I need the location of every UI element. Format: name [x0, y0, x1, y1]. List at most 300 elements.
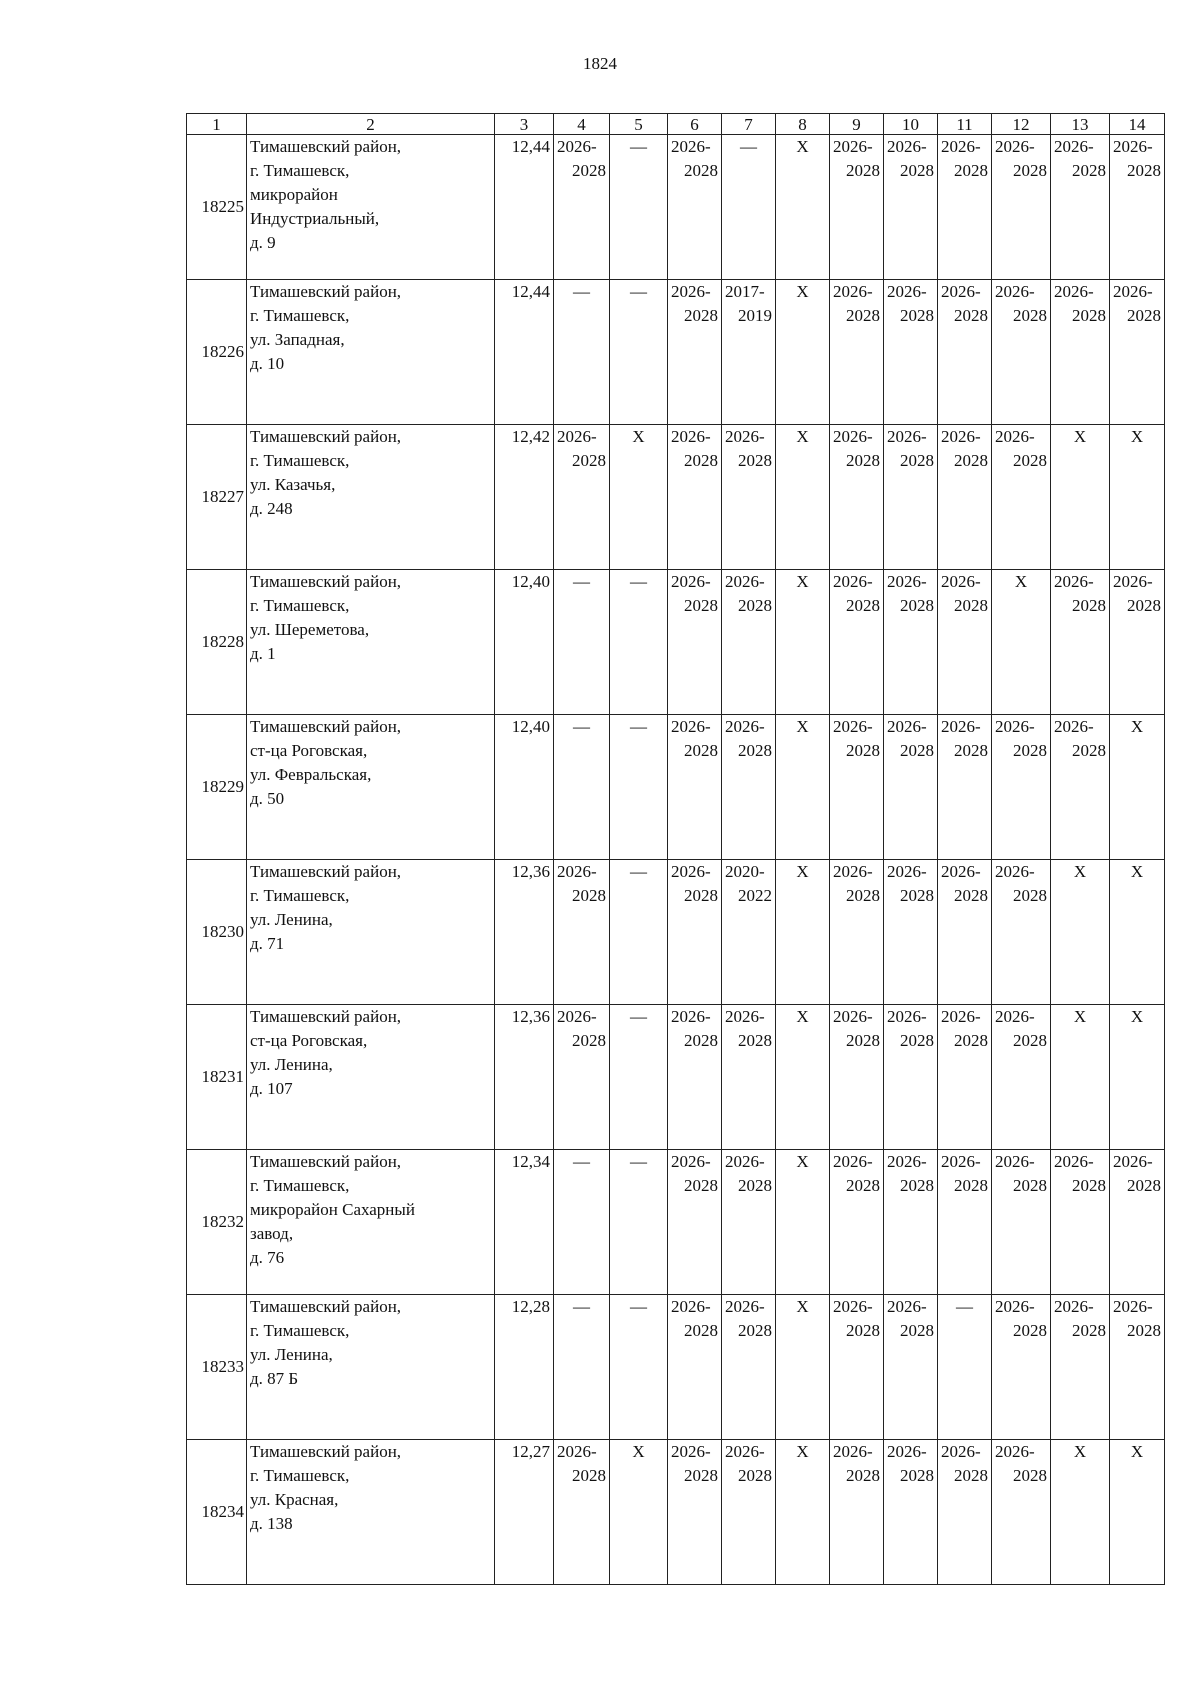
- table-row: [187, 715, 1165, 860]
- period-end: 2028: [684, 1176, 718, 1195]
- period-cell: [938, 280, 992, 425]
- x-mark: Х: [632, 1442, 645, 1461]
- x-mark: Х: [1130, 862, 1144, 881]
- dash-mark: —: [630, 717, 647, 736]
- period-start: 2026-: [671, 1297, 711, 1316]
- period-end: 2019: [738, 306, 772, 325]
- period-start: 2026-: [833, 862, 873, 881]
- address-line: ул. Шереметова,: [250, 620, 370, 639]
- period-value: [830, 1440, 883, 1488]
- period-start: 2026-: [725, 717, 765, 736]
- period-start: 2026-: [725, 1442, 765, 1461]
- period-cell: [884, 280, 938, 425]
- period-end: 2028: [954, 161, 988, 180]
- period-value: [1110, 280, 1164, 328]
- period-cell: [668, 425, 722, 570]
- period-cell: [776, 1150, 830, 1295]
- x-mark: Х: [1073, 1442, 1087, 1461]
- period-end: 2028: [846, 741, 880, 760]
- period-cell: [884, 1005, 938, 1150]
- column-header: 8: [776, 114, 830, 135]
- period-value: [884, 860, 937, 908]
- column-header: 13: [1051, 114, 1110, 135]
- address-line: Тимашевский район,: [250, 862, 402, 881]
- column-header: 10: [884, 114, 938, 135]
- dash-mark: —: [573, 1152, 590, 1171]
- table-row: [187, 860, 1165, 1005]
- x-mark: Х: [796, 427, 809, 446]
- period-end: 2028: [900, 596, 934, 615]
- period-end: 2028: [738, 741, 772, 760]
- period-value: [992, 135, 1050, 183]
- period-value: [668, 425, 721, 473]
- period-start: 2017-: [725, 282, 765, 301]
- period-cell: [610, 570, 668, 715]
- period-end: 2028: [684, 886, 718, 905]
- period-cell: [610, 425, 668, 570]
- period-value: [722, 715, 775, 763]
- period-value: [992, 860, 1050, 908]
- dash-mark: —: [573, 282, 590, 301]
- period-end: 2028: [738, 1176, 772, 1195]
- indicator-value: 12,36: [495, 860, 554, 1005]
- address-line: ст-ца Роговская,: [250, 741, 368, 760]
- period-cell: [610, 1150, 668, 1295]
- period-cell: [668, 1440, 722, 1585]
- address-cell: [247, 715, 495, 860]
- period-value: [722, 1440, 775, 1488]
- period-cell: [722, 1295, 776, 1440]
- column-header: 7: [722, 114, 776, 135]
- dash-mark: —: [630, 1007, 647, 1026]
- x-mark: Х: [796, 717, 809, 736]
- period-cell: [776, 570, 830, 715]
- period-value: [884, 1295, 937, 1343]
- period-start: 2026-: [671, 427, 711, 446]
- indicator-value: 12,28: [495, 1295, 554, 1440]
- address-line: д. 71: [250, 934, 285, 953]
- period-cell: [554, 1005, 610, 1150]
- period-start: 2026-: [995, 717, 1035, 736]
- period-start: 2026-: [941, 862, 981, 881]
- period-start: 2026-: [671, 862, 711, 881]
- period-start: 2026-: [725, 427, 765, 446]
- period-end: 2028: [684, 306, 718, 325]
- period-cell: [722, 570, 776, 715]
- period-start: 2026-: [995, 862, 1035, 881]
- row-id: 18226: [187, 280, 247, 425]
- period-cell: [1051, 860, 1110, 1005]
- period-cell: [992, 1295, 1051, 1440]
- address-line: д. 248: [250, 499, 293, 518]
- period-start: 2026-: [833, 1152, 873, 1171]
- period-start: 2026-: [995, 1297, 1035, 1316]
- address-line: Тимашевский район,: [250, 1152, 402, 1171]
- period-cell: [554, 1295, 610, 1440]
- address-line: микрорайон: [250, 185, 338, 204]
- period-cell: [776, 715, 830, 860]
- period-cell: [668, 280, 722, 425]
- table-row: [187, 1295, 1165, 1440]
- period-cell: [1051, 1150, 1110, 1295]
- column-header: 11: [938, 114, 992, 135]
- period-end: 2028: [1072, 1176, 1106, 1195]
- period-end: 2028: [1127, 306, 1161, 325]
- dash-mark: —: [573, 717, 590, 736]
- period-start: 2026-: [671, 282, 711, 301]
- address-cell: [247, 280, 495, 425]
- period-value: [722, 280, 775, 328]
- period-cell: [938, 570, 992, 715]
- address-line: Индустриальный,: [250, 209, 380, 228]
- period-cell: [668, 1150, 722, 1295]
- period-end: 2028: [1127, 1321, 1161, 1340]
- x-mark: Х: [1073, 1007, 1087, 1026]
- address-line: Тимашевский район,: [250, 1442, 402, 1461]
- period-start: 2026-: [671, 137, 711, 156]
- dash-mark: —: [630, 1152, 647, 1171]
- period-cell: [722, 715, 776, 860]
- period-value: [1051, 570, 1109, 618]
- period-start: 2026-: [887, 137, 927, 156]
- address-line: Тимашевский район,: [250, 1007, 402, 1026]
- period-cell: [776, 1005, 830, 1150]
- row-id: 18234: [187, 1440, 247, 1585]
- period-end: 2028: [684, 161, 718, 180]
- period-start: 2026-: [557, 862, 597, 881]
- period-value: [938, 1150, 991, 1198]
- x-mark: Х: [1073, 862, 1087, 881]
- x-mark: Х: [796, 1297, 809, 1316]
- address-line: Тимашевский район,: [250, 1297, 402, 1316]
- period-cell: [938, 135, 992, 280]
- table-row: [187, 425, 1165, 570]
- period-cell: [610, 715, 668, 860]
- period-value: [884, 570, 937, 618]
- address-line: г. Тимашевск,: [250, 1176, 350, 1195]
- period-end: 2028: [846, 451, 880, 470]
- period-value: [992, 1295, 1050, 1343]
- period-cell: [938, 860, 992, 1005]
- address-line: Тимашевский район,: [250, 427, 402, 446]
- address-line: д. 107: [250, 1079, 293, 1098]
- period-value: [830, 1150, 883, 1198]
- dash-mark: —: [573, 572, 590, 591]
- address-line: Тимашевский район,: [250, 572, 402, 591]
- period-start: 2026-: [833, 1297, 873, 1316]
- period-start: 2026-: [995, 282, 1035, 301]
- address-cell: [247, 1150, 495, 1295]
- period-start: 2026-: [833, 282, 873, 301]
- address-line: г. Тимашевск,: [250, 161, 350, 180]
- period-cell: [610, 280, 668, 425]
- address-line: д. 87 Б: [250, 1369, 299, 1388]
- address-cell: [247, 1440, 495, 1585]
- table-row: [187, 1440, 1165, 1585]
- dash-mark: —: [630, 862, 647, 881]
- period-end: 2028: [1013, 741, 1047, 760]
- period-start: 2026-: [557, 1442, 597, 1461]
- period-cell: [884, 135, 938, 280]
- period-end: 2028: [738, 596, 772, 615]
- period-start: 2026-: [833, 1007, 873, 1026]
- period-value: [992, 1005, 1050, 1053]
- period-cell: [992, 860, 1051, 1005]
- period-start: 2026-: [941, 1152, 981, 1171]
- period-cell: [830, 135, 884, 280]
- x-mark: Х: [1130, 1442, 1144, 1461]
- period-start: 2026-: [1054, 1297, 1094, 1316]
- period-value: [1110, 1150, 1164, 1198]
- period-cell: [668, 715, 722, 860]
- x-mark: Х: [796, 572, 809, 591]
- period-value: [938, 1005, 991, 1053]
- period-cell: [1110, 1005, 1165, 1150]
- period-start: 2026-: [1054, 572, 1094, 591]
- period-value: [830, 1005, 883, 1053]
- period-cell: [830, 1005, 884, 1150]
- period-value: [992, 425, 1050, 473]
- period-cell: [554, 425, 610, 570]
- indicator-value: 12,40: [495, 715, 554, 860]
- row-id: 18231: [187, 1005, 247, 1150]
- period-value: [992, 280, 1050, 328]
- period-value: [830, 715, 883, 763]
- address-line: ул. Западная,: [250, 330, 345, 349]
- x-mark: Х: [1073, 427, 1087, 446]
- period-end: 2028: [900, 1176, 934, 1195]
- period-cell: [884, 1440, 938, 1585]
- address-line: микрорайон Сахарный: [250, 1200, 415, 1219]
- period-start: 2026-: [1054, 717, 1094, 736]
- period-cell: [776, 860, 830, 1005]
- period-end: 2028: [1072, 1321, 1106, 1340]
- period-cell: [1051, 1295, 1110, 1440]
- period-end: 2028: [1013, 161, 1047, 180]
- dash-mark: —: [630, 572, 647, 591]
- row-id: 18233: [187, 1295, 247, 1440]
- period-cell: [938, 1005, 992, 1150]
- address-cell: [247, 570, 495, 715]
- period-value: [938, 280, 991, 328]
- period-cell: [1110, 135, 1165, 280]
- period-cell: [1110, 860, 1165, 1005]
- period-start: 2026-: [887, 862, 927, 881]
- period-value: [1110, 570, 1164, 618]
- period-cell: [938, 1440, 992, 1585]
- column-header: 9: [830, 114, 884, 135]
- period-cell: [1051, 1005, 1110, 1150]
- period-cell: [1051, 570, 1110, 715]
- period-value: [830, 860, 883, 908]
- x-mark: Х: [796, 1152, 809, 1171]
- period-end: 2028: [1013, 451, 1047, 470]
- address-cell: [247, 135, 495, 280]
- period-cell: [992, 135, 1051, 280]
- header-row: [187, 114, 1165, 135]
- period-value: [884, 135, 937, 183]
- period-start: 2026-: [557, 427, 597, 446]
- period-start: 2026-: [995, 1007, 1035, 1026]
- address-line: г. Тимашевск,: [250, 306, 350, 325]
- column-header: 5: [610, 114, 668, 135]
- period-end: 2028: [954, 741, 988, 760]
- period-end: 2028: [954, 886, 988, 905]
- period-end: 2028: [1013, 1466, 1047, 1485]
- period-end: 2028: [954, 1466, 988, 1485]
- period-cell: [554, 135, 610, 280]
- row-id: 18228: [187, 570, 247, 715]
- dash-mark: —: [740, 137, 757, 156]
- period-cell: [610, 1005, 668, 1150]
- period-cell: [992, 715, 1051, 860]
- period-end: 2028: [954, 451, 988, 470]
- period-start: 2026-: [671, 1152, 711, 1171]
- x-mark: Х: [632, 427, 645, 446]
- period-cell: [668, 1005, 722, 1150]
- indicator-value: 12,40: [495, 570, 554, 715]
- period-end: 2028: [572, 161, 606, 180]
- period-cell: [722, 135, 776, 280]
- period-start: 2026-: [1054, 137, 1094, 156]
- period-cell: [1110, 1295, 1165, 1440]
- period-value: [830, 570, 883, 618]
- period-start: 2026-: [941, 427, 981, 446]
- period-end: 2028: [1072, 306, 1106, 325]
- period-start: 2026-: [887, 282, 927, 301]
- period-cell: [668, 1295, 722, 1440]
- period-cell: [554, 715, 610, 860]
- table-row: [187, 135, 1165, 280]
- address-line: д. 138: [250, 1514, 293, 1533]
- address-cell: [247, 1295, 495, 1440]
- period-start: 2026-: [1113, 572, 1153, 591]
- period-start: 2026-: [671, 1007, 711, 1026]
- period-end: 2028: [900, 161, 934, 180]
- period-start: 2026-: [941, 717, 981, 736]
- period-end: 2028: [900, 1031, 934, 1050]
- period-end: 2028: [846, 161, 880, 180]
- x-mark: Х: [1014, 572, 1028, 591]
- period-start: 2026-: [941, 137, 981, 156]
- period-end: 2028: [1013, 1321, 1047, 1340]
- x-mark: Х: [796, 137, 809, 156]
- period-end: 2028: [1013, 1031, 1047, 1050]
- period-value: [668, 1005, 721, 1053]
- period-cell: [884, 715, 938, 860]
- period-start: 2026-: [725, 1007, 765, 1026]
- period-cell: [1110, 1440, 1165, 1585]
- period-start: 2026-: [887, 427, 927, 446]
- period-end: 2028: [1072, 161, 1106, 180]
- period-cell: [610, 1295, 668, 1440]
- period-start: 2026-: [725, 572, 765, 591]
- period-value: [668, 1150, 721, 1198]
- row-id: 18232: [187, 1150, 247, 1295]
- period-cell: [992, 280, 1051, 425]
- x-mark: Х: [1130, 717, 1144, 736]
- row-id: 18227: [187, 425, 247, 570]
- period-value: [668, 570, 721, 618]
- period-value: [722, 1005, 775, 1053]
- period-end: 2028: [684, 451, 718, 470]
- period-end: 2028: [900, 1466, 934, 1485]
- period-start: 2026-: [1054, 1152, 1094, 1171]
- indicator-value: 12,34: [495, 1150, 554, 1295]
- period-end: 2028: [738, 1031, 772, 1050]
- period-end: 2028: [954, 1031, 988, 1050]
- period-end: 2028: [1127, 161, 1161, 180]
- period-value: [830, 1295, 883, 1343]
- period-value: [992, 1150, 1050, 1198]
- period-value: [884, 425, 937, 473]
- period-cell: [1051, 425, 1110, 570]
- table-body: [187, 114, 1165, 1585]
- period-value: [938, 860, 991, 908]
- period-cell: [1051, 280, 1110, 425]
- period-cell: [830, 1150, 884, 1295]
- period-value: [830, 280, 883, 328]
- period-value: [1051, 715, 1109, 763]
- address-line: д. 1: [250, 644, 276, 663]
- period-cell: [830, 280, 884, 425]
- period-start: 2026-: [941, 1007, 981, 1026]
- column-header: 4: [554, 114, 610, 135]
- period-cell: [776, 280, 830, 425]
- period-value: [668, 860, 721, 908]
- period-start: 2026-: [671, 717, 711, 736]
- period-cell: [1051, 715, 1110, 860]
- column-header: 14: [1110, 114, 1165, 135]
- period-end: 2028: [846, 1321, 880, 1340]
- period-start: 2026-: [887, 1442, 927, 1461]
- period-start: 2026-: [725, 1297, 765, 1316]
- address-line: г. Тимашевск,: [250, 886, 350, 905]
- period-cell: [830, 570, 884, 715]
- period-value: [1051, 1150, 1109, 1198]
- period-end: 2028: [954, 306, 988, 325]
- period-start: 2026-: [833, 717, 873, 736]
- address-line: ст-ца Роговская,: [250, 1031, 368, 1050]
- period-cell: [668, 135, 722, 280]
- table-row: [187, 570, 1165, 715]
- period-end: 2028: [572, 451, 606, 470]
- period-cell: [992, 425, 1051, 570]
- registry-table: [186, 113, 1165, 1585]
- period-start: 2026-: [1113, 282, 1153, 301]
- period-end: 2028: [900, 306, 934, 325]
- period-start: 2020-: [725, 862, 765, 881]
- period-start: 2026-: [833, 1442, 873, 1461]
- period-start: 2026-: [833, 427, 873, 446]
- period-end: 2028: [684, 1321, 718, 1340]
- period-value: [668, 280, 721, 328]
- period-value: [722, 425, 775, 473]
- period-start: 2026-: [995, 427, 1035, 446]
- period-cell: [668, 570, 722, 715]
- period-value: [1110, 135, 1164, 183]
- period-cell: [610, 860, 668, 1005]
- address-line: ул. Казачья,: [250, 475, 336, 494]
- period-cell: [830, 1440, 884, 1585]
- period-cell: [1110, 1150, 1165, 1295]
- address-line: ул. Ленина,: [250, 910, 333, 929]
- period-end: 2028: [572, 1031, 606, 1050]
- period-end: 2028: [846, 1466, 880, 1485]
- period-value: [938, 570, 991, 618]
- period-value: [554, 860, 609, 908]
- address-line: Тимашевский район,: [250, 137, 402, 156]
